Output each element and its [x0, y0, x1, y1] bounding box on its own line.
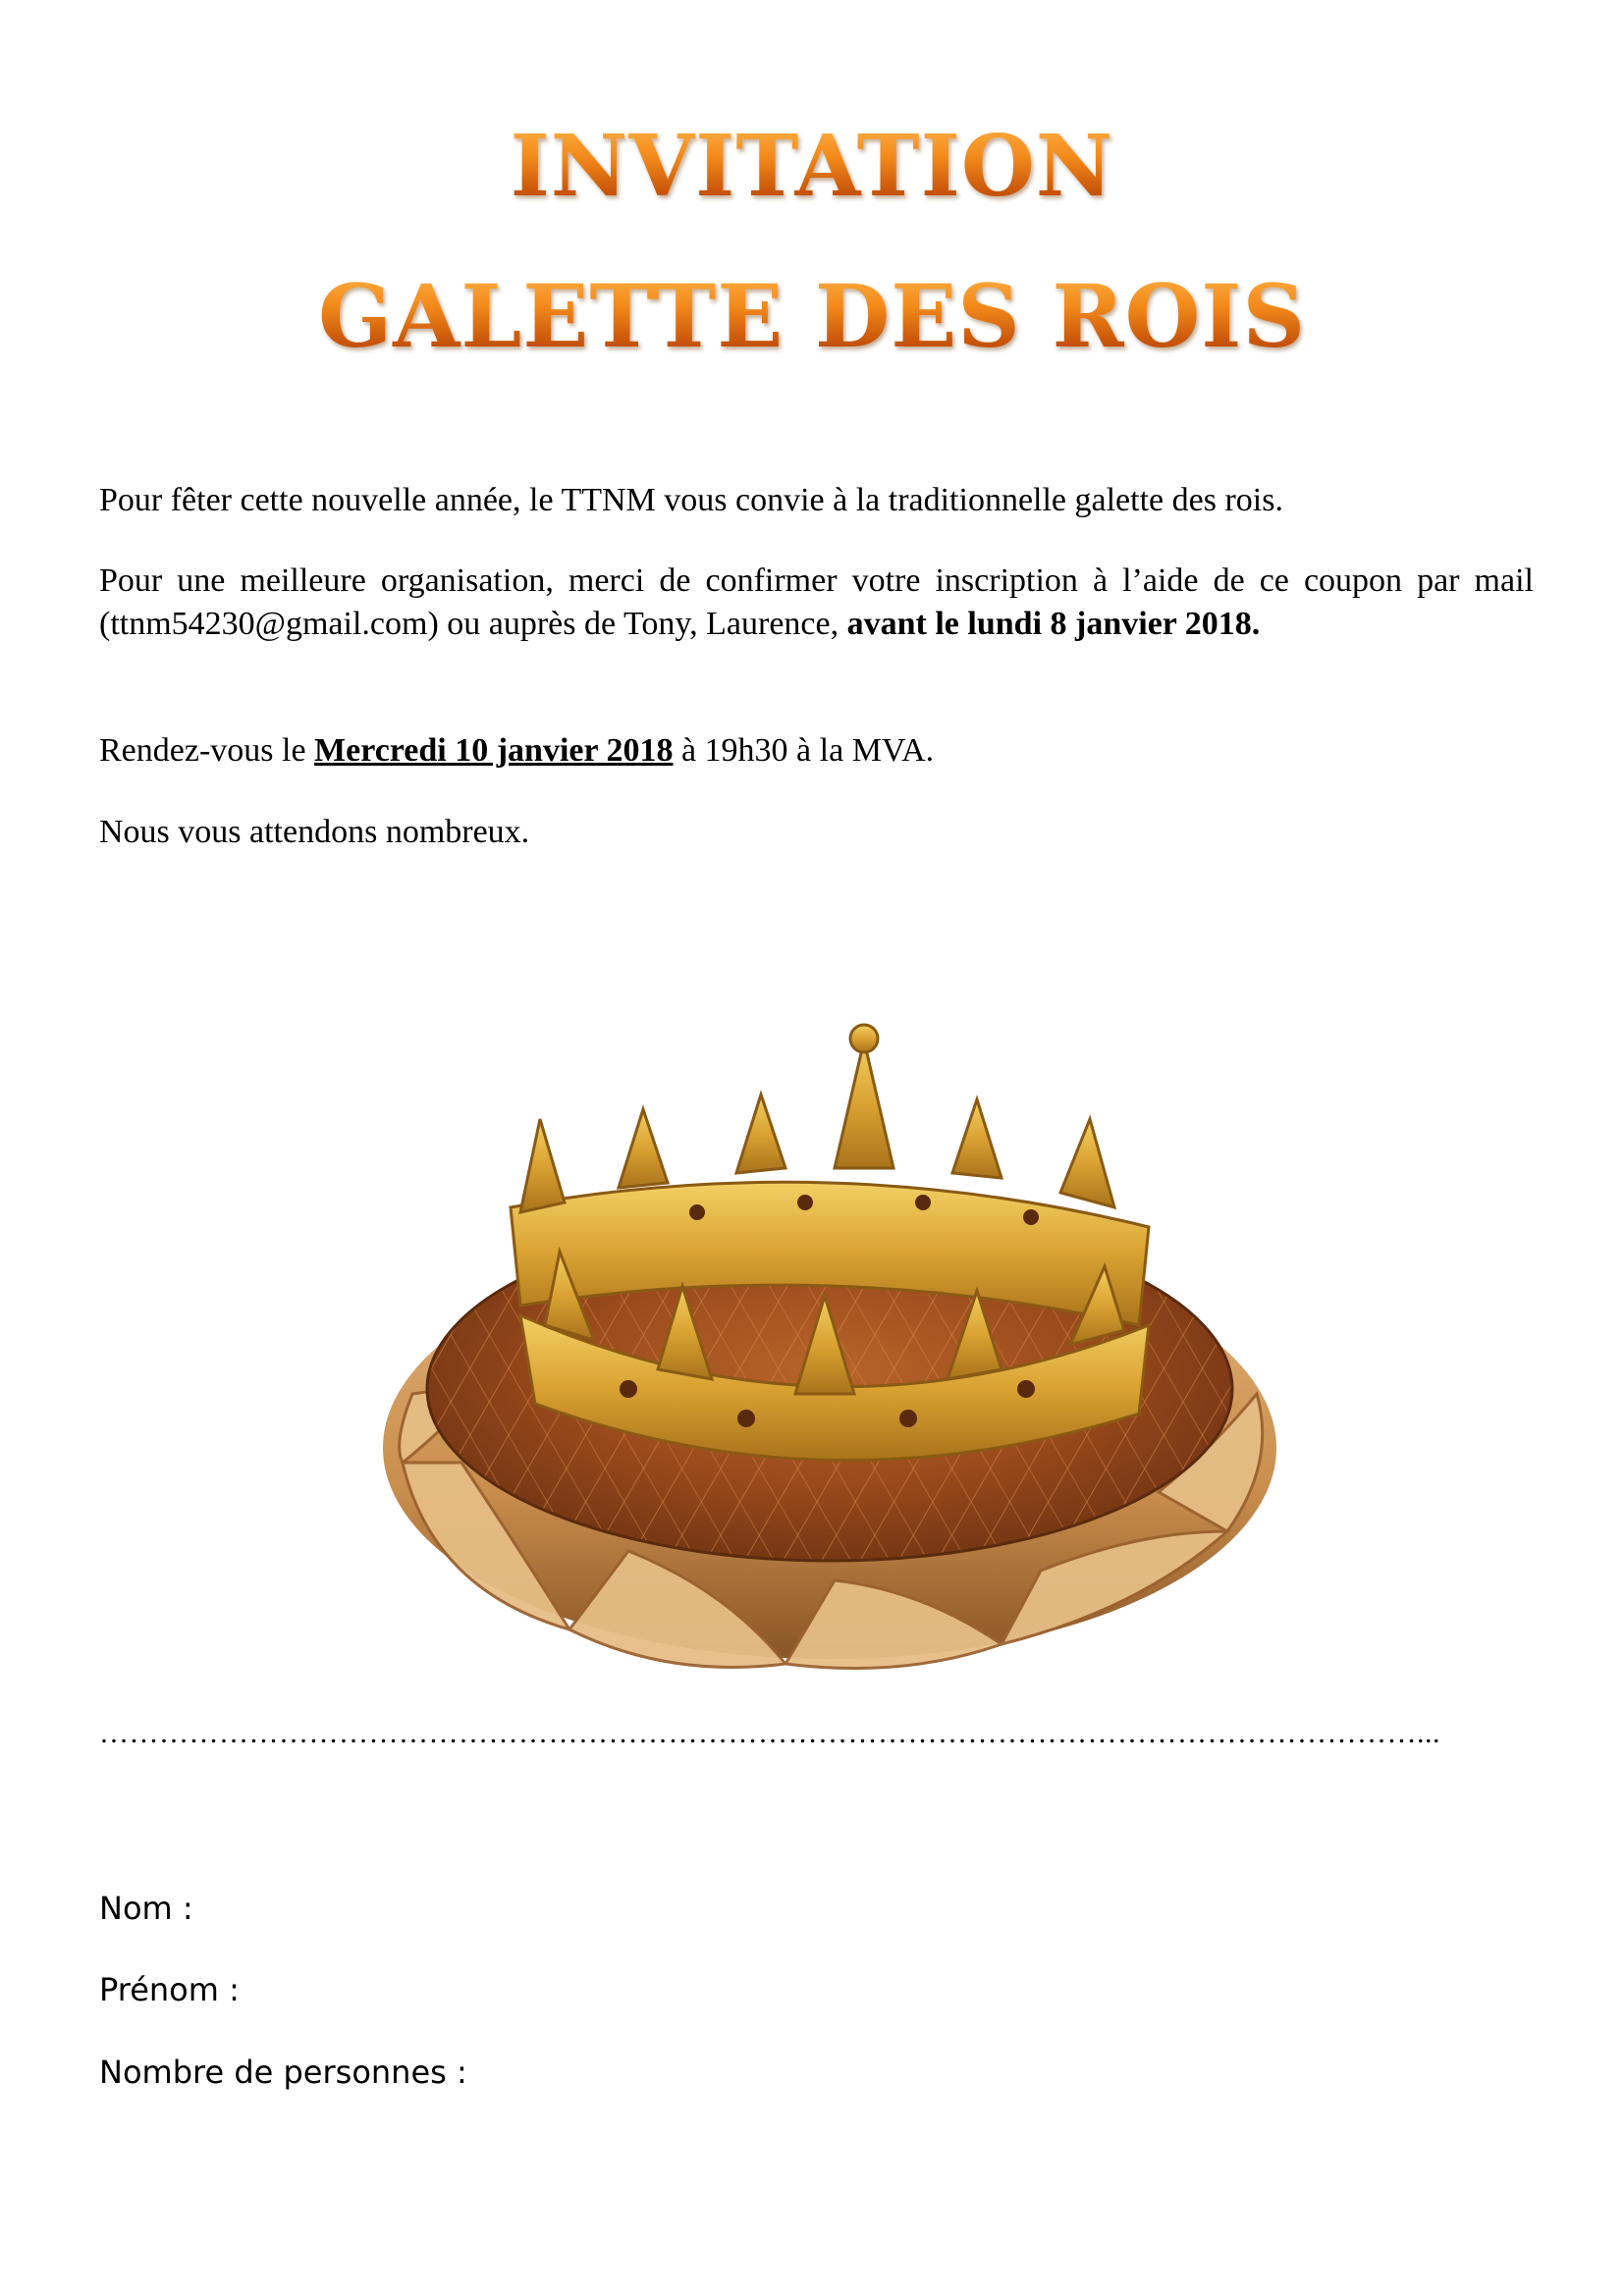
registration-text: Pour une meilleure organisation, merci de confirmer votre inscription à l’aide de ce coupon par mail (ttnm54230@gmail.com) ou auprès de Tony, Laurence,	[99, 562, 1534, 642]
title-galette-des-rois: GALETTE DES ROIS	[0, 265, 1624, 367]
prenom-label: Prénom :	[99, 1971, 240, 2008]
registration-paragraph	[99, 560, 1534, 646]
meeting-date: Mercredi 10 janvier 2018	[314, 732, 674, 769]
title-invitation: INVITATION	[0, 118, 1624, 216]
meeting-paragraph	[99, 729, 1534, 773]
galette-image	[373, 1001, 1286, 1688]
meeting-suffix: à 19h30 à la MVA.	[673, 732, 935, 769]
closing-paragraph: Nous vous attendons nombreux.	[99, 814, 530, 850]
meeting-prefix: Rendez-vous le	[99, 732, 315, 769]
deadline-text: avant le lundi 8 janvier 2018.	[846, 606, 1261, 642]
nom-label: Nom :	[99, 1890, 193, 1927]
intro-paragraph: Pour fêter cette nouvelle année, le TTNM vous convie à la traditionnelle galette des rois.	[99, 482, 1283, 518]
galette-crown-illustration	[373, 1001, 1286, 1688]
nombre-personnes-label: Nombre de personnes :	[99, 2054, 467, 2091]
cut-separator: ……………………………………………………………………………………………………………………...	[99, 1722, 1440, 1745]
